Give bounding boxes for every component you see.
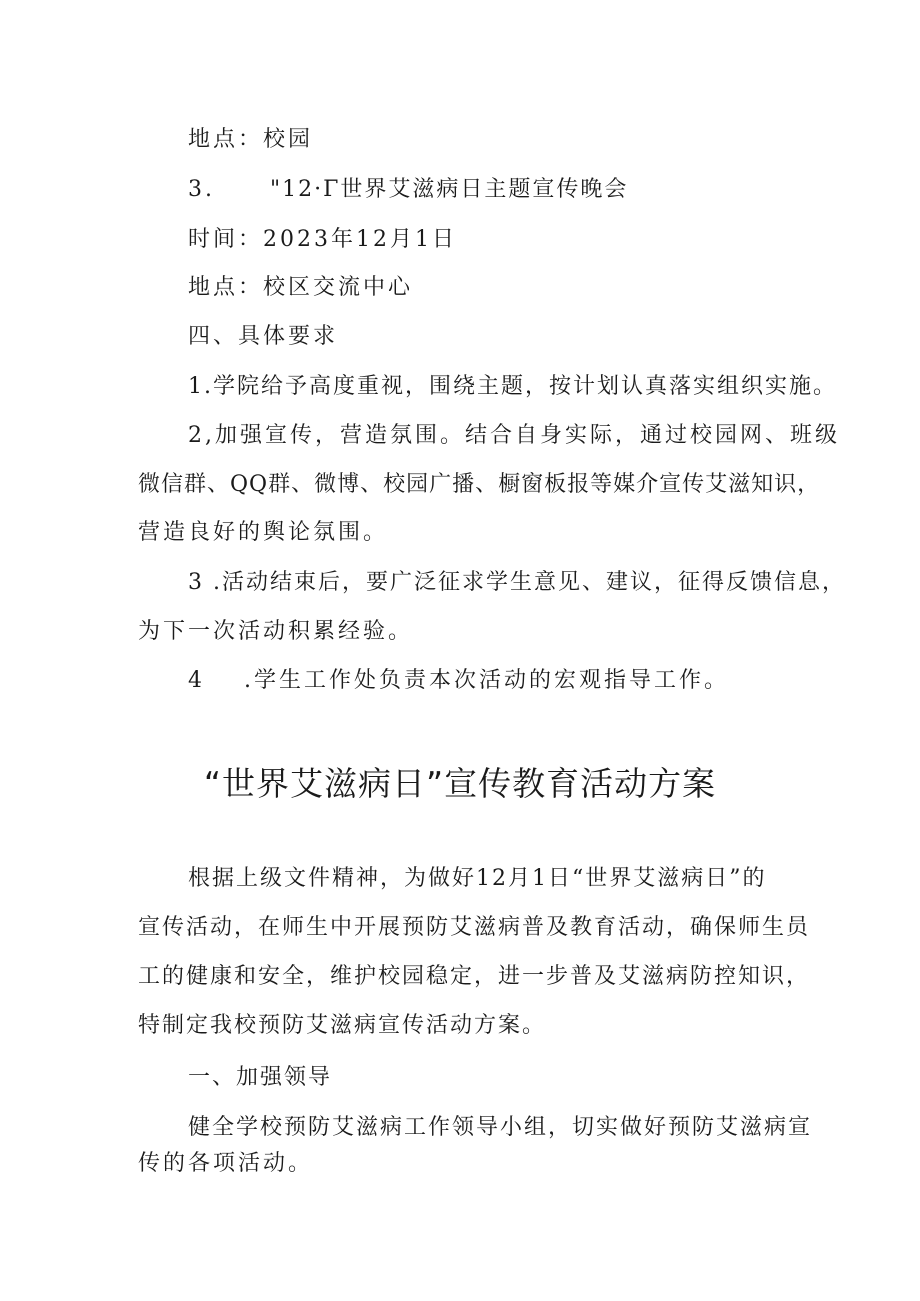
requirement-2-line-1: 2,加强宣传，营造氛围。结合自身实际，通过校园网、班级 bbox=[188, 423, 840, 448]
intro-line-2: 宣传活动，在师生中开展预防艾滋病普及教育活动，确保师生员 bbox=[138, 915, 811, 940]
requirement-2-line-3: 营造良好的舆论氛围。 bbox=[138, 520, 389, 545]
section-1-line-1: 健全学校预防艾滋病工作领导小组，切实做好预防艾滋病宣 bbox=[188, 1115, 813, 1140]
requirement-3-line-2: 为下一次活动积累经验。 bbox=[138, 619, 414, 644]
requirement-2-line-2: 微信群、QQ群、微博、校园广播、橱窗板报等媒介宣传艾滋知识， bbox=[138, 472, 821, 497]
section-1-line-2: 传的各项活动。 bbox=[138, 1151, 314, 1176]
requirement-4-text: .学生工作处负责本次活动的宏观指导工作。 bbox=[244, 668, 729, 693]
intro-line-4: 特制定我校预防艾滋病宣传活动方案。 bbox=[138, 1013, 547, 1038]
intro-line-1: 根据上级文件精神，为做好12月1日“世界艾滋病日”的 bbox=[188, 866, 767, 891]
location-line-2: 地点：校区交流中心 bbox=[188, 275, 414, 300]
item-3-text: "12·Γ世界艾滋病日主题宣传晚会 bbox=[270, 177, 629, 202]
document-title: “世界艾滋病日”宣传教育活动方案 bbox=[203, 764, 717, 803]
section-4-heading: 四、具体要求 bbox=[188, 324, 339, 349]
requirement-3-line-1: 3 .活动结束后，要广泛征求学生意见、建议，征得反馈信息， bbox=[188, 570, 846, 595]
time-line: 时间：2023年12月1日 bbox=[188, 227, 457, 252]
location-line-1: 地点：校园 bbox=[188, 127, 314, 152]
intro-line-3: 工的健康和安全，维护校园稳定，进一步普及艾滋病防控知识， bbox=[138, 964, 811, 989]
requirement-4-number: 4 bbox=[188, 668, 205, 693]
item-3-number: 3. bbox=[188, 177, 215, 202]
requirement-1: 1.学院给予高度重视，围绕主题，按计划认真落实组织实施。 bbox=[188, 374, 837, 399]
section-1-heading: 一、加强领导 bbox=[188, 1065, 333, 1090]
